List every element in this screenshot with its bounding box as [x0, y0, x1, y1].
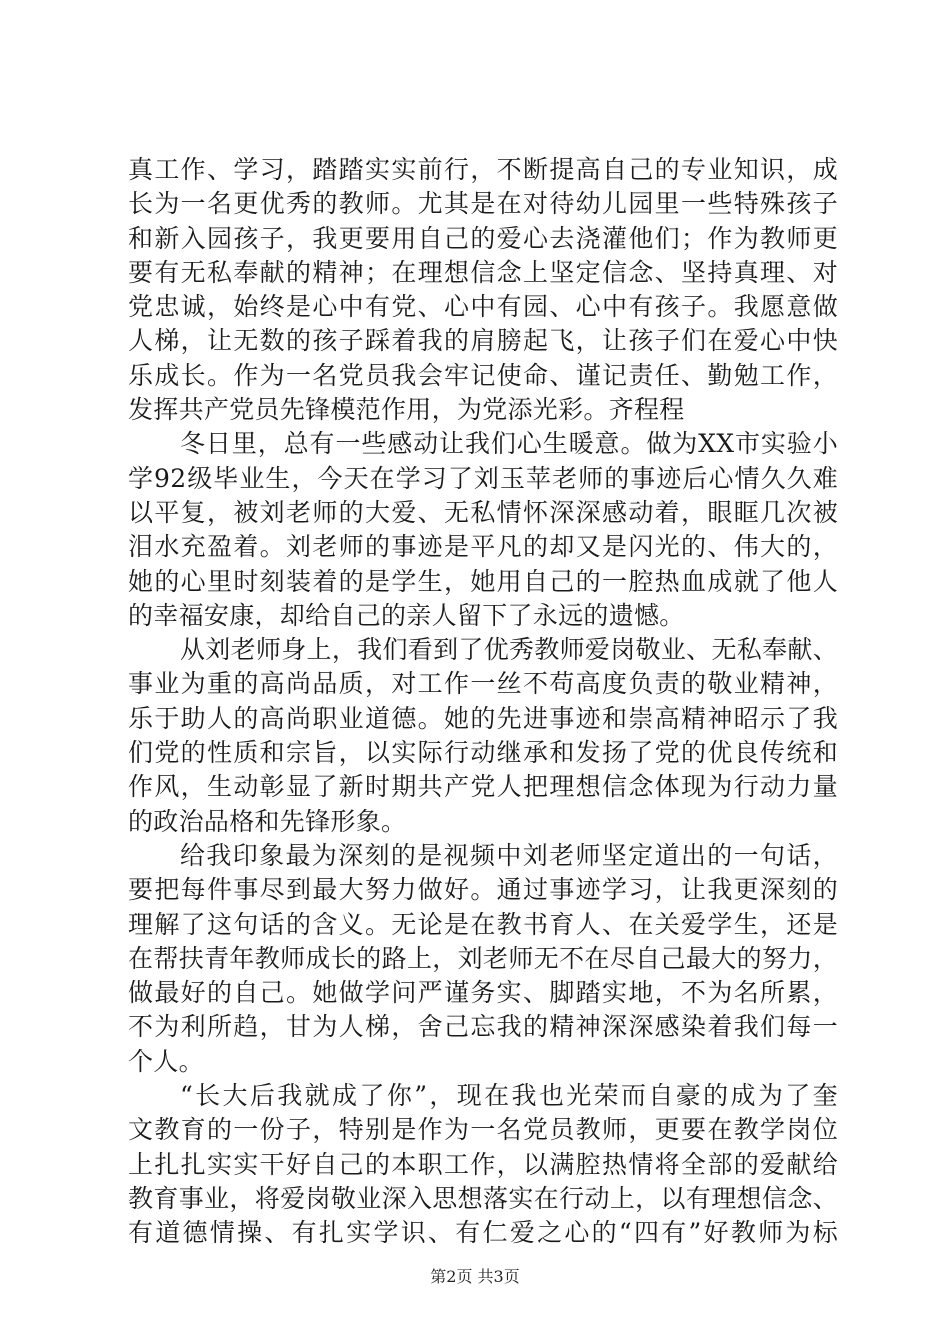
text-line: 长为一名更优秀的教师。尤其是在对待幼儿园里一些特殊孩子 — [128, 189, 838, 219]
text-line: 的幸福安康，却给自己的亲人留下了永远的遗憾。 — [128, 600, 685, 630]
body-text — [128, 153, 838, 1251]
text-line: 个人。 — [128, 1046, 204, 1076]
text-line: 做最好的自己。她做学问严谨务实、脚踏实地，不为名所累， — [128, 978, 838, 1008]
text-line: 她的心里时刻装着的是学生，她用自己的一腔热血成就了他人 — [128, 566, 838, 596]
text-line: 给我印象最为深刻的是视频中刘老师坚定道出的一句话， — [180, 840, 838, 870]
text-line: 人梯，让无数的孩子踩着我的肩膀起飞，让孩子们在爱心中快 — [128, 326, 838, 356]
text-line: 在帮扶青年教师成长的路上，刘老师无不在尽自己最大的努力， — [128, 943, 838, 973]
text-line: 党忠诚，始终是心中有党、心中有园、心中有孩子。我愿意做 — [128, 292, 838, 322]
text-line: 们党的性质和宗旨，以实际行动继承和发扬了党的优良传统和 — [128, 738, 838, 768]
text-line: 要把每件事尽到最大努力做好。通过事迹学习，让我更深刻的 — [128, 875, 838, 905]
text-line: 泪水充盈着。刘老师的事迹是平凡的却又是闪光的、伟大的， — [128, 532, 838, 562]
text-line: 冬日里，总有一些感动让我们心生暖意。做为XX市实验小 — [180, 429, 838, 459]
text-line: 的政治品格和先锋形象。 — [128, 806, 407, 836]
text-line: 要有无私奉献的精神；在理想信念上坚定信念、坚持真理、对 — [128, 257, 838, 287]
text-line: “长大后我就成了你”，现在我也光荣而自豪的成为了奎 — [180, 1081, 838, 1111]
text-line: 有道德情操、有扎实学识、有仁爱之心的“四有”好教师为标 — [128, 1218, 838, 1248]
text-line: 文教育的一份子，特别是作为一名党员教师，更要在教学岗位 — [128, 1115, 838, 1145]
text-line: 作风，生动彰显了新时期共产党人把理想信念体现为行动力量 — [128, 772, 838, 802]
text-line: 发挥共产党员先锋模范作用，为党添光彩。齐程程 — [128, 395, 685, 425]
text-line: 上扎扎实实干好自己的本职工作，以满腔热情将全部的爱献给 — [128, 1149, 838, 1179]
text-line: 教育事业，将爱岗敬业深入思想落实在行动上，以有理想信念、 — [128, 1183, 838, 1213]
text-line: 从刘老师身上，我们看到了优秀教师爱岗敬业、无私奉献、 — [180, 635, 838, 665]
text-line: 和新入园孩子，我更要用自己的爱心去浇灌他们；作为教师更 — [128, 223, 838, 253]
text-line: 以平复，被刘老师的大爱、无私情怀深深感动着，眼眶几次被 — [128, 497, 838, 527]
text-line: 真工作、学习，踏踏实实前行，不断提高自己的专业知识，成 — [128, 155, 838, 184]
text-line: 不为利所趋，甘为人梯，舍己忘我的精神深深感染着我们每一 — [128, 1012, 838, 1042]
text-line: 理解了这句话的含义。无论是在教书育人、在关爱学生，还是 — [128, 909, 838, 939]
text-line: 事业为重的高尚品质，对工作一丝不苟高度负责的敬业精神， — [128, 669, 838, 699]
text-line: 学92级毕业生，今天在学习了刘玉苹老师的事迹后心情久久难 — [128, 463, 838, 493]
text-line: 乐成长。作为一名党员我会牢记使命、谨记责任、勤勉工作， — [128, 360, 838, 390]
page-footer: 第2页 共3页 — [430, 1267, 520, 1286]
text-line: 乐于助人的高尚职业道德。她的先进事迹和崇高精神昭示了我 — [128, 703, 838, 733]
